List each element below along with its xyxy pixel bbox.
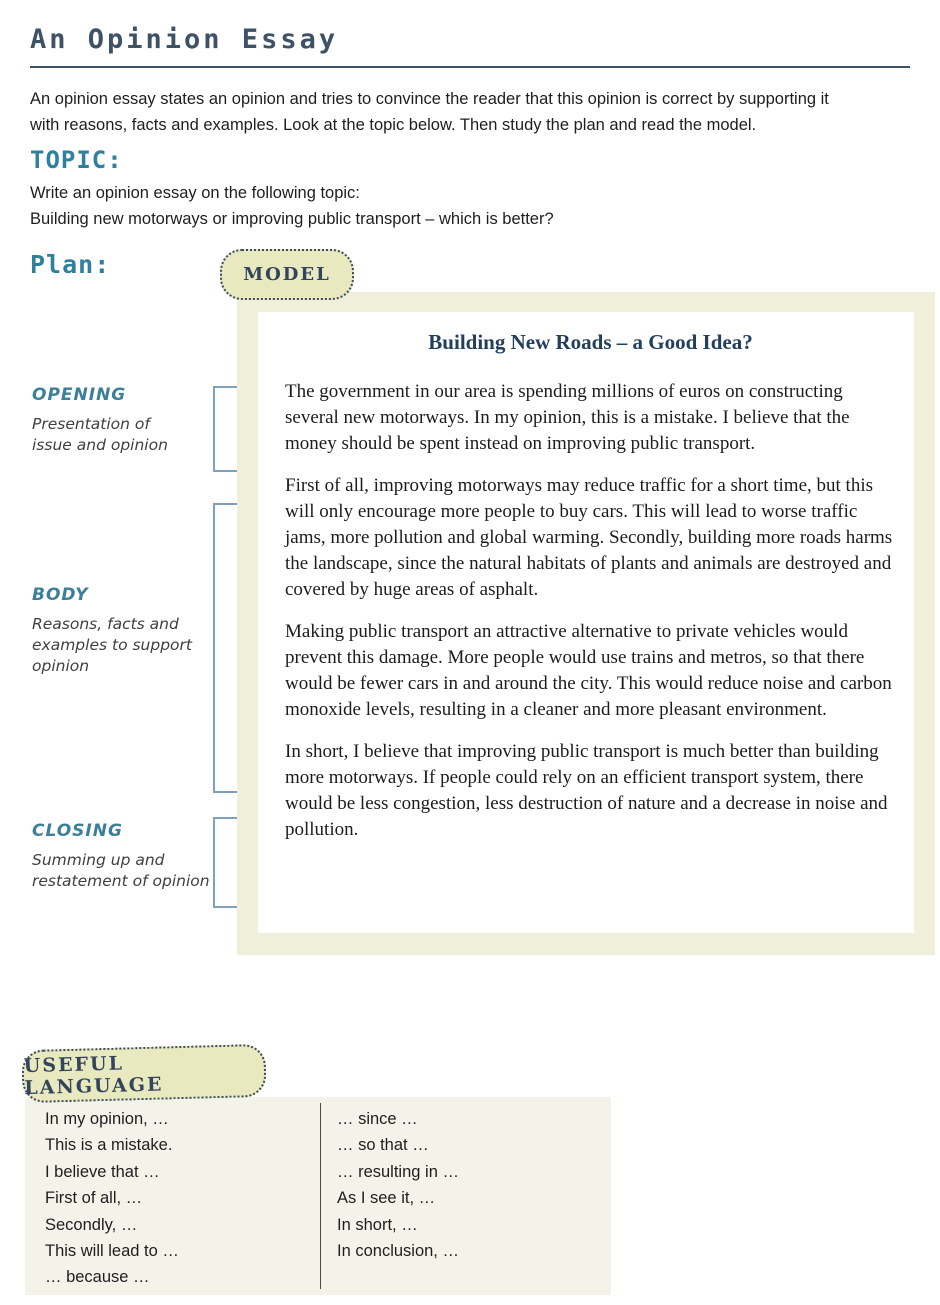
plan-section-closing-description: Summing up and restatement of opinion xyxy=(32,851,210,890)
useful-language-item: As I see it, … xyxy=(337,1189,436,1208)
title-divider xyxy=(30,66,910,68)
topic-instruction: Write an opinion essay on the following topic: xyxy=(30,184,360,202)
useful-language-item: In my opinion, … xyxy=(45,1110,169,1128)
plan-section-opening-description: Presentation of issue and opinion xyxy=(32,415,168,454)
model-essay xyxy=(258,312,914,933)
intro-text: An opinion essay states an opinion and tries to convince the reader that this opinion is correct by supporting it with reasons, facts and examples. Look at the topic below. Then study the plan and read the model. xyxy=(30,90,829,134)
plan-section-opening-label: OPENING xyxy=(32,385,127,405)
essay-title: Building New Roads – a Good Idea? xyxy=(428,330,753,354)
useful-language-item: … because … xyxy=(45,1268,150,1287)
useful-language-item: This is a mistake. xyxy=(45,1136,173,1155)
column-divider xyxy=(320,1103,321,1289)
essay-paragraph-body-1: First of all, improving motorways may reduce traffic for a short time, but this will only encourage more people to buy cars. This will lead to worse traffic jams, more pollution and global warming. Secondly, building more roads harms the landscape, since the natural habitats of plants and animals are destroyed and covered by huge areas of asphalt. xyxy=(285,475,893,600)
useful-language-left-column xyxy=(45,1106,179,1291)
page-title: An Opinion Essay xyxy=(30,24,339,55)
essay-paragraph-body-2: Making public transport an attractive alternative to private vehicles would prevent this damage. More people would use trains and metros, so that there would be fewer cars in and around the city. This would reduce noise and carbon monoxide levels, resulting in a cleaner and more pleasant environment. xyxy=(285,621,892,720)
plan-section-body-label: BODY xyxy=(32,585,89,605)
essay-paragraph-closing: In short, I believe that improving public transport is much better than building more motorways. If people could rely on an efficient transport system, there would be less congestion, less destruction of nature and a decrease in noise and pollution. xyxy=(285,741,888,840)
essay-paragraph-opening: The government in our area is spending millions of euros on constructing several new motorways. In my opinion, this is a mistake. I believe that the money should be spent instead on improving public transport. xyxy=(285,381,850,454)
plan-section-closing-label: CLOSING xyxy=(32,821,123,841)
useful-language-item: First of all, … xyxy=(45,1189,143,1208)
topic-question: Building new motorways or improving public transport – which is better? xyxy=(30,210,554,228)
useful-language-badge: USEFUL LANGUAGE xyxy=(21,1044,266,1103)
useful-language-item: In conclusion, … xyxy=(337,1242,459,1261)
useful-language-item: … resulting in … xyxy=(337,1162,459,1181)
useful-language-right-column xyxy=(337,1106,459,1264)
plan-heading: Plan: xyxy=(30,250,111,279)
useful-language-item: … since … xyxy=(337,1110,418,1128)
useful-language-item: … so that … xyxy=(337,1136,429,1155)
useful-language-panel xyxy=(25,1097,611,1295)
body-bracket xyxy=(213,503,239,793)
plan-section-body-description: Reasons, facts and examples to support opinion xyxy=(32,615,192,675)
closing-bracket xyxy=(213,817,239,908)
model-essay-frame xyxy=(237,292,935,955)
useful-language-item: I believe that … xyxy=(45,1162,160,1181)
topic-heading: TOPIC: xyxy=(30,146,123,174)
model-badge: MODEL xyxy=(220,249,354,300)
useful-language-item: This will lead to … xyxy=(45,1242,179,1261)
useful-language-item: Secondly, … xyxy=(45,1215,138,1234)
useful-language-item: In short, … xyxy=(337,1215,418,1234)
opening-bracket xyxy=(213,386,239,472)
